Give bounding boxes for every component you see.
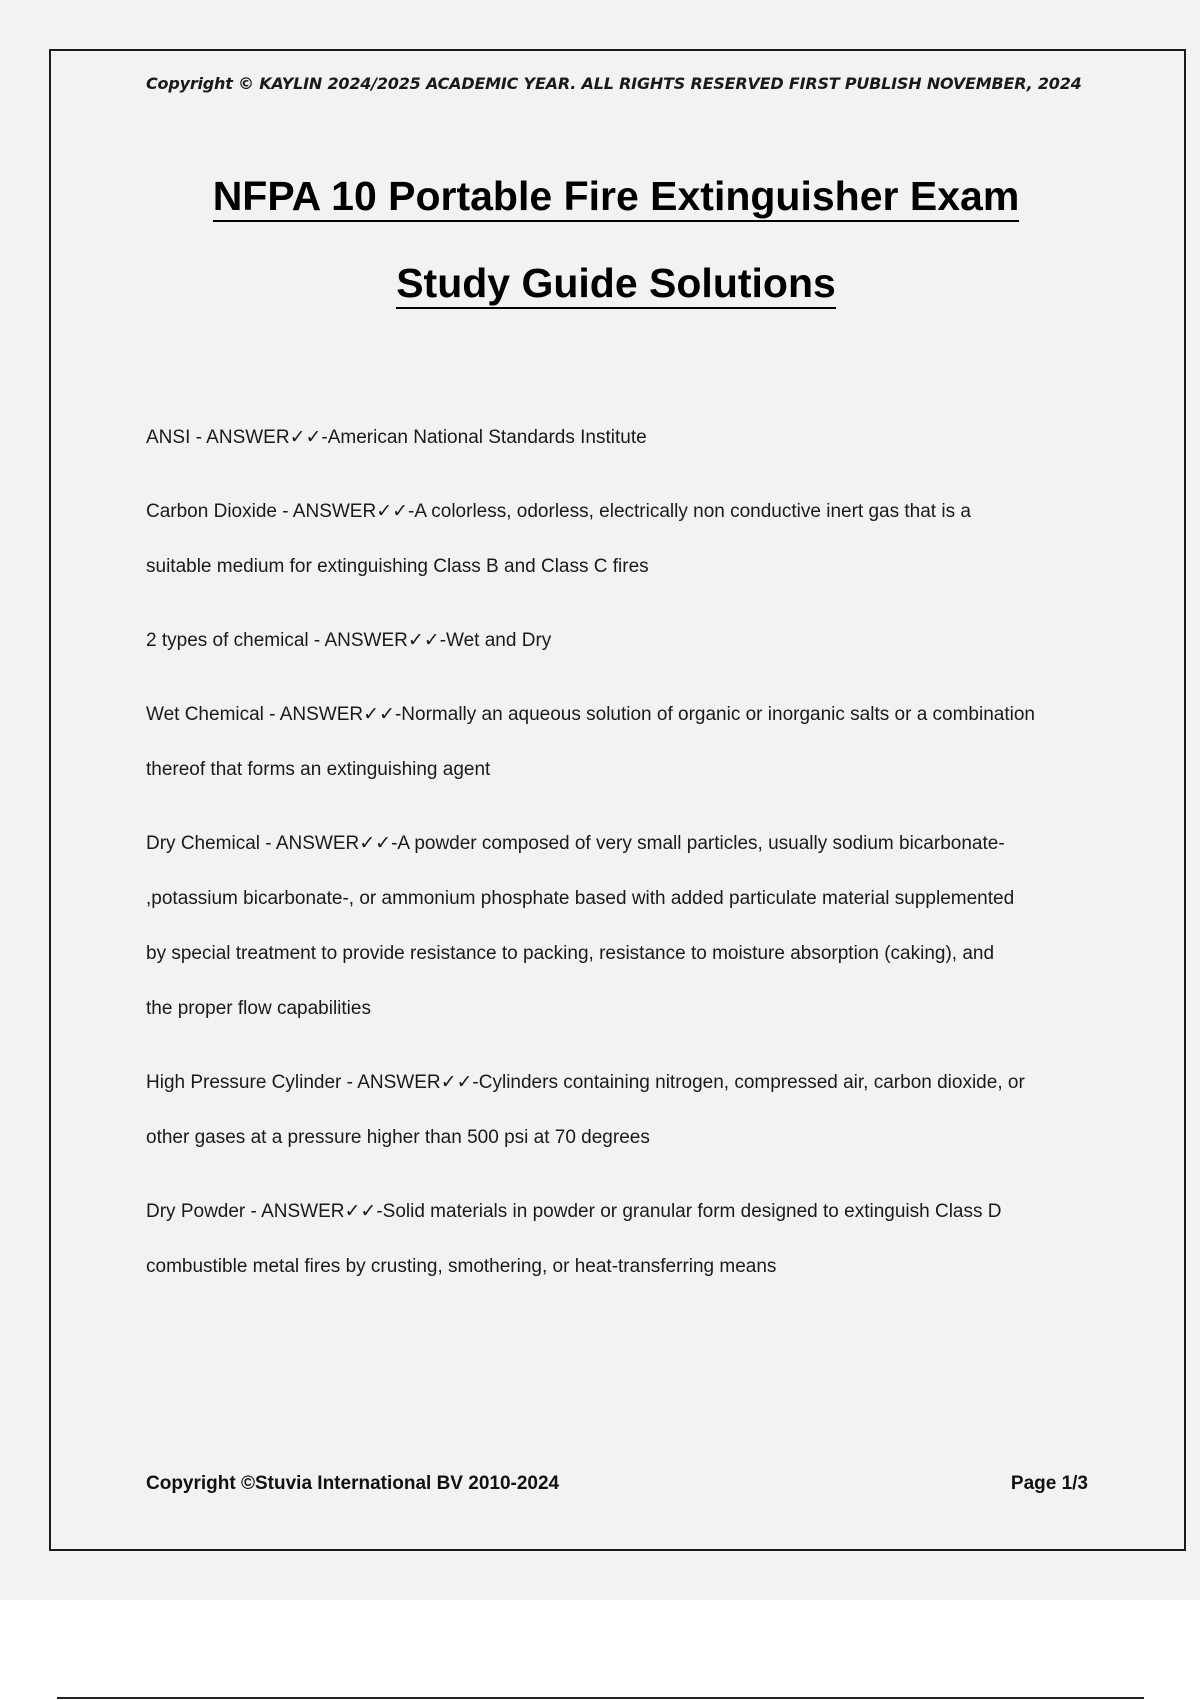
flashcard-list bbox=[146, 410, 1096, 1313]
flashcard-entry-high-pressure-cylinder bbox=[146, 1055, 1096, 1165]
entry-line: Dry Powder - ANSWER✓✓-Solid materials in powder or granular form designed to extinguish Class D bbox=[146, 1201, 1002, 1222]
document-title-line-2 bbox=[146, 260, 1086, 307]
entry-line: the proper flow capabilities bbox=[146, 998, 371, 1019]
flashcard-entry-ansi bbox=[146, 410, 1096, 465]
header-copyright: Copyright © KAYLIN 2024/2025 ACADEMIC YEAR. ALL RIGHTS RESERVED FIRST PUBLISH NOVEMBER, 2024 bbox=[146, 74, 1082, 93]
entry-line: 2 types of chemical - ANSWER✓✓-Wet and Dry bbox=[146, 630, 552, 651]
footer-copyright: Copyright ©Stuvia International BV 2010-2024 bbox=[146, 1473, 560, 1494]
flashcard-entry-chemical-types bbox=[146, 613, 1096, 668]
entry-line: by special treatment to provide resistance to packing, resistance to moisture absorption (caking), and bbox=[146, 943, 995, 964]
title-line-1-text: NFPA 10 Portable Fire Extinguisher Exam bbox=[213, 173, 1020, 222]
entry-line: Carbon Dioxide - ANSWER✓✓-A colorless, odorless, electrically non conductive inert gas that is a bbox=[146, 501, 971, 522]
entry-line: Dry Chemical - ANSWER✓✓-A powder composed of very small particles, usually sodium bicarbonate- bbox=[146, 833, 1005, 854]
entry-line: ,potassium bicarbonate-, or ammonium phosphate based with added particulate material supplemented bbox=[146, 888, 1015, 909]
flashcard-entry-carbon-dioxide bbox=[146, 484, 1096, 594]
entry-line: thereof that forms an extinguishing agent bbox=[146, 759, 491, 780]
entry-line: combustible metal fires by crusting, smothering, or heat-transferring means bbox=[146, 1256, 777, 1277]
document-title-line-1 bbox=[146, 173, 1086, 220]
page-number: Page 1/3 bbox=[1010, 1473, 1088, 1494]
flashcard-entry-dry-powder bbox=[146, 1184, 1096, 1294]
next-page-divider bbox=[57, 1697, 1144, 1699]
entry-line: Wet Chemical - ANSWER✓✓-Normally an aqueous solution of organic or inorganic salts or a combination bbox=[146, 704, 1035, 725]
entry-line: suitable medium for extinguishing Class B and Class C fires bbox=[146, 556, 649, 577]
entry-line: ANSI - ANSWER✓✓-American National Standards Institute bbox=[146, 427, 647, 448]
entry-line: other gases at a pressure higher than 500 psi at 70 degrees bbox=[146, 1127, 650, 1148]
flashcard-entry-dry-chemical bbox=[146, 816, 1096, 1036]
entry-line: High Pressure Cylinder - ANSWER✓✓-Cylinders containing nitrogen, compressed air, carbon dioxide, or bbox=[146, 1072, 1025, 1093]
flashcard-entry-wet-chemical bbox=[146, 687, 1096, 797]
title-line-2-text: Study Guide Solutions bbox=[396, 260, 836, 309]
